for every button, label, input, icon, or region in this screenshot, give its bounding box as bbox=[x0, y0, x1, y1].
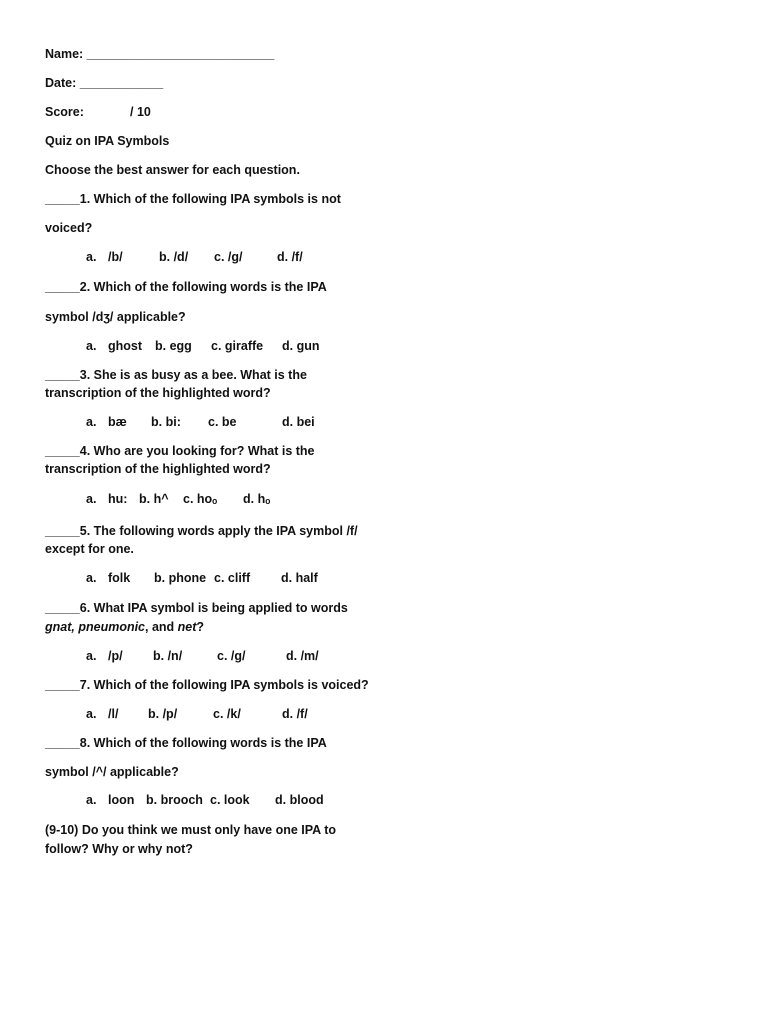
question-6-line2: gnat, pneumonic, and net? bbox=[45, 620, 205, 634]
q7-option-c: c. /k/ bbox=[213, 707, 241, 721]
q3-option-c: c. be bbox=[208, 415, 237, 429]
q3-option-a: bæ bbox=[108, 415, 127, 429]
question-5-line1: _____5. The following words apply the IPA symbol /f/ bbox=[45, 524, 358, 538]
q2-option-c: c. giraffe bbox=[211, 339, 264, 353]
instructions: Choose the best answer for each question. bbox=[45, 163, 300, 177]
q1-option-a: /b/ bbox=[108, 250, 123, 264]
question-4-line2: transcription of the highlighted word? bbox=[45, 462, 271, 476]
q5-option-d: d. half bbox=[281, 571, 318, 585]
name-line: Name: ___________________________ bbox=[45, 47, 275, 61]
q5-option-b: b. phone bbox=[154, 571, 207, 585]
q1-option-c: c. /g/ bbox=[214, 250, 243, 264]
essay-question-line2: follow? Why or why not? bbox=[45, 842, 193, 856]
q5-option-c: c. cliff bbox=[214, 571, 251, 585]
question-1-line2: voiced? bbox=[45, 221, 93, 235]
q4-option-a-letter: a. bbox=[86, 492, 97, 506]
q5-option-a-letter: a. bbox=[86, 571, 97, 585]
q4-option-d: d. hₒ bbox=[243, 492, 271, 506]
q7-option-a: /l/ bbox=[108, 707, 119, 721]
essay-question-line1: (9-10) Do you think we must only have one IPA to bbox=[45, 823, 337, 837]
q6-option-a-letter: a. bbox=[86, 649, 97, 663]
q4-option-b: b. h^ bbox=[139, 492, 169, 506]
q1-option-d: d. /f/ bbox=[277, 250, 303, 264]
q8-option-d: d. blood bbox=[275, 793, 324, 807]
q3-option-d: d. bei bbox=[282, 415, 315, 429]
q8-option-a-letter: a. bbox=[86, 793, 97, 807]
q2-option-a-letter: a. bbox=[86, 339, 97, 353]
question-1-line1: _____1. Which of the following IPA symbols is not bbox=[45, 192, 341, 206]
question-3-line2: transcription of the highlighted word? bbox=[45, 386, 271, 400]
q1-option-b: b. /d/ bbox=[159, 250, 189, 264]
question-2-line1: _____2. Which of the following words is the IPA bbox=[45, 280, 327, 294]
quiz-title: Quiz on IPA Symbols bbox=[45, 134, 170, 148]
q4-option-a: hu: bbox=[108, 492, 128, 506]
q3-option-a-letter: a. bbox=[86, 415, 97, 429]
q6-option-d: d. /m/ bbox=[286, 649, 319, 663]
question-8-line2: symbol /^/ applicable? bbox=[45, 765, 179, 779]
highlighted-word: Who bbox=[93, 444, 121, 458]
date-line: Date: ____________ bbox=[45, 76, 164, 90]
q6-option-b: b. /n/ bbox=[153, 649, 183, 663]
q1-option-a-letter: a. bbox=[86, 250, 97, 264]
q8-option-a: loon bbox=[108, 793, 135, 807]
question-8-line1: _____8. Which of the following words is the IPA bbox=[45, 736, 327, 750]
q8-option-b: b. brooch bbox=[146, 793, 203, 807]
q3-option-b: b. bi: bbox=[151, 415, 181, 429]
q5-option-a: folk bbox=[108, 571, 131, 585]
score-label: Score: bbox=[45, 105, 84, 119]
q6-option-c: c. /g/ bbox=[217, 649, 246, 663]
question-7-line1: _____7. Which of the following IPA symbols is voiced? bbox=[45, 678, 369, 692]
q2-option-a: ghost bbox=[108, 339, 143, 353]
q6-option-a: /p/ bbox=[108, 649, 123, 663]
question-6-line1: _____6. What IPA symbol is being applied to words bbox=[45, 601, 348, 615]
q2-option-d: d. gun bbox=[282, 339, 320, 353]
question-3-line1: _____3. She is as busy as a bee. What is the bbox=[45, 368, 307, 382]
score-value: / 10 bbox=[130, 105, 151, 119]
q2-option-b: b. egg bbox=[155, 339, 192, 353]
q7-option-b: b. /p/ bbox=[148, 707, 178, 721]
q8-option-c: c. look bbox=[210, 793, 250, 807]
q7-option-d: d. /f/ bbox=[282, 707, 308, 721]
q7-option-a-letter: a. bbox=[86, 707, 97, 721]
q4-option-c: c. hoₒ bbox=[183, 492, 218, 506]
question-5-line2: except for one. bbox=[45, 542, 134, 556]
question-4-line1: _____4. Who are you looking for? What is the bbox=[45, 444, 315, 458]
question-2-line2: symbol /dʒ/ applicable? bbox=[45, 310, 186, 324]
